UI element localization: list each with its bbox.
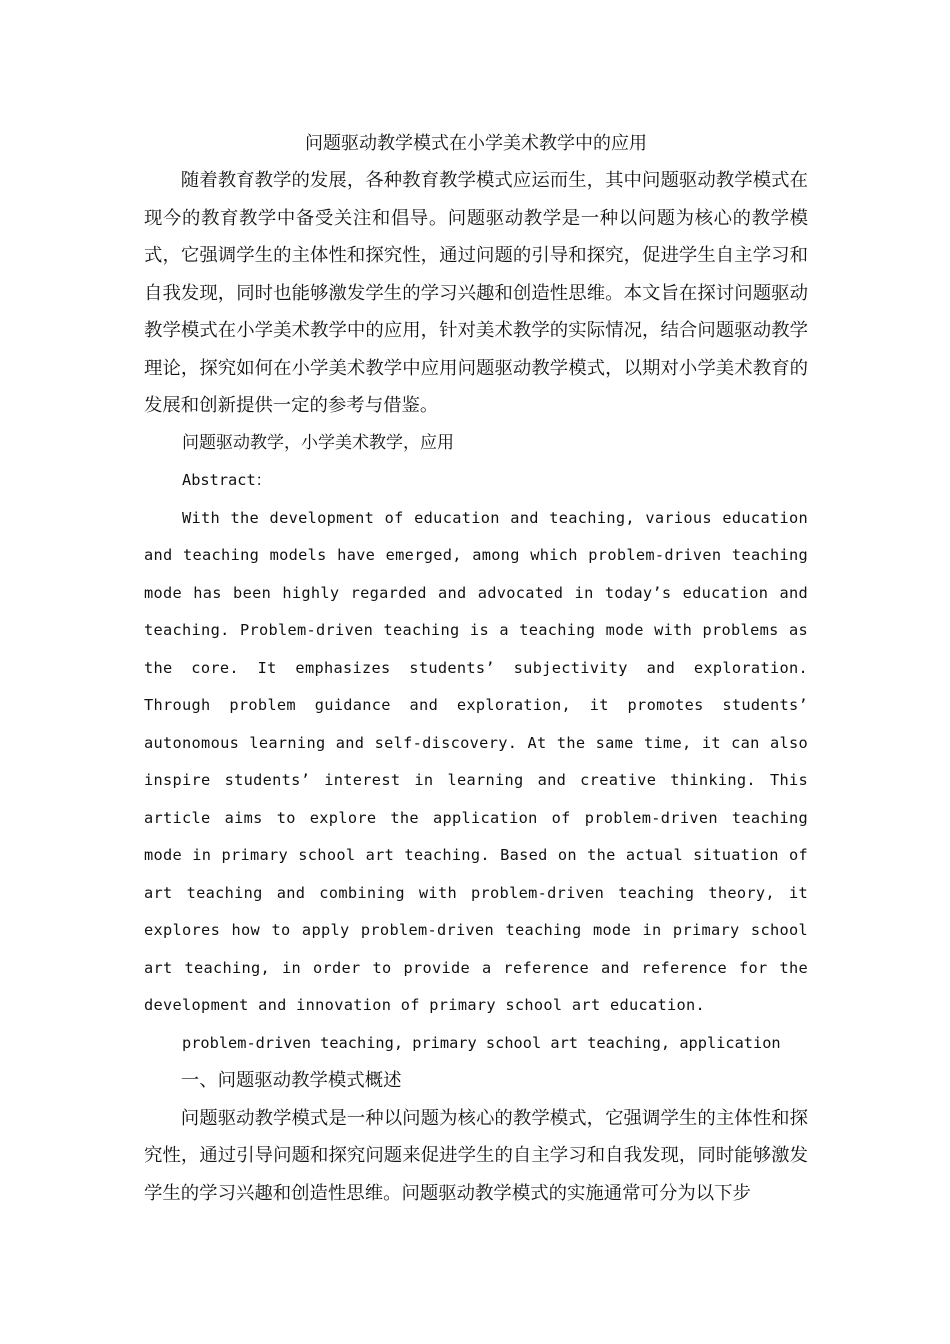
english-keywords: problem-driven teaching, primary school art teaching, application (182, 1033, 781, 1052)
section-body: 问题驱动教学模式是一种以问题为核心的教学模式，它强调学生的主体性和探究性，通过引导问题和探究问题来促进学生的自主学习和自我发现，同时能够激发学生的学习兴趣和创造性思维。问题驱动教学模式的实施通常可分为以下步 (144, 1107, 808, 1204)
chinese-keywords: 问题驱动教学，小学美术教学，应用 (182, 432, 454, 453)
section-heading: 一、问题驱动教学模式概述 (180, 1070, 402, 1091)
abstract-label: Abstract： (182, 471, 271, 489)
english-abstract: With the development of education and teaching, various education and teaching models have emerged, among which problem-driven teaching mode has been highly regarded and advocated in today’s education and teaching. Problem-driven teaching is a teaching mode with problems as the core. It emphasizes students’ subjectivity and exploration. Through problem guidance and exploration, it promotes students’ autonomous learning and self-discovery. At the same time, it can also inspire students’ interest in learning and creative thinking. This article aims to explore the application of problem-driven teaching mode in primary school art teaching. Based on the actual situation of art teaching and combining with problem-driven teaching theory, it explores how to apply problem-driven teaching mode in primary school art teaching, in order to provide a reference and reference for the development and innovation of primary school art education. (144, 508, 808, 1014)
document-title: 问题驱动教学模式在小学美术教学中的应用 (305, 133, 647, 154)
document-body (144, 126, 808, 1212)
chinese-abstract: 随着教育教学的发展，各种教育教学模式应运而生，其中问题驱动教学模式在现今的教育教学中备受关注和倡导。问题驱动教学是一种以问题为核心的教学模式，它强调学生的主体性和探究性，通过问题的引导和探究，促进学生自主学习和自我发现，同时也能够激发学生的学习兴趣和创造性思维。本文旨在探讨问题驱动教学模式在小学美术教学中的应用，针对美术教学的实际情况，结合问题驱动教学理论，探究如何在小学美术教学中应用问题驱动教学模式，以期对小学美术教育的发展和创新提供一定的参考与借鉴。 (144, 170, 808, 416)
